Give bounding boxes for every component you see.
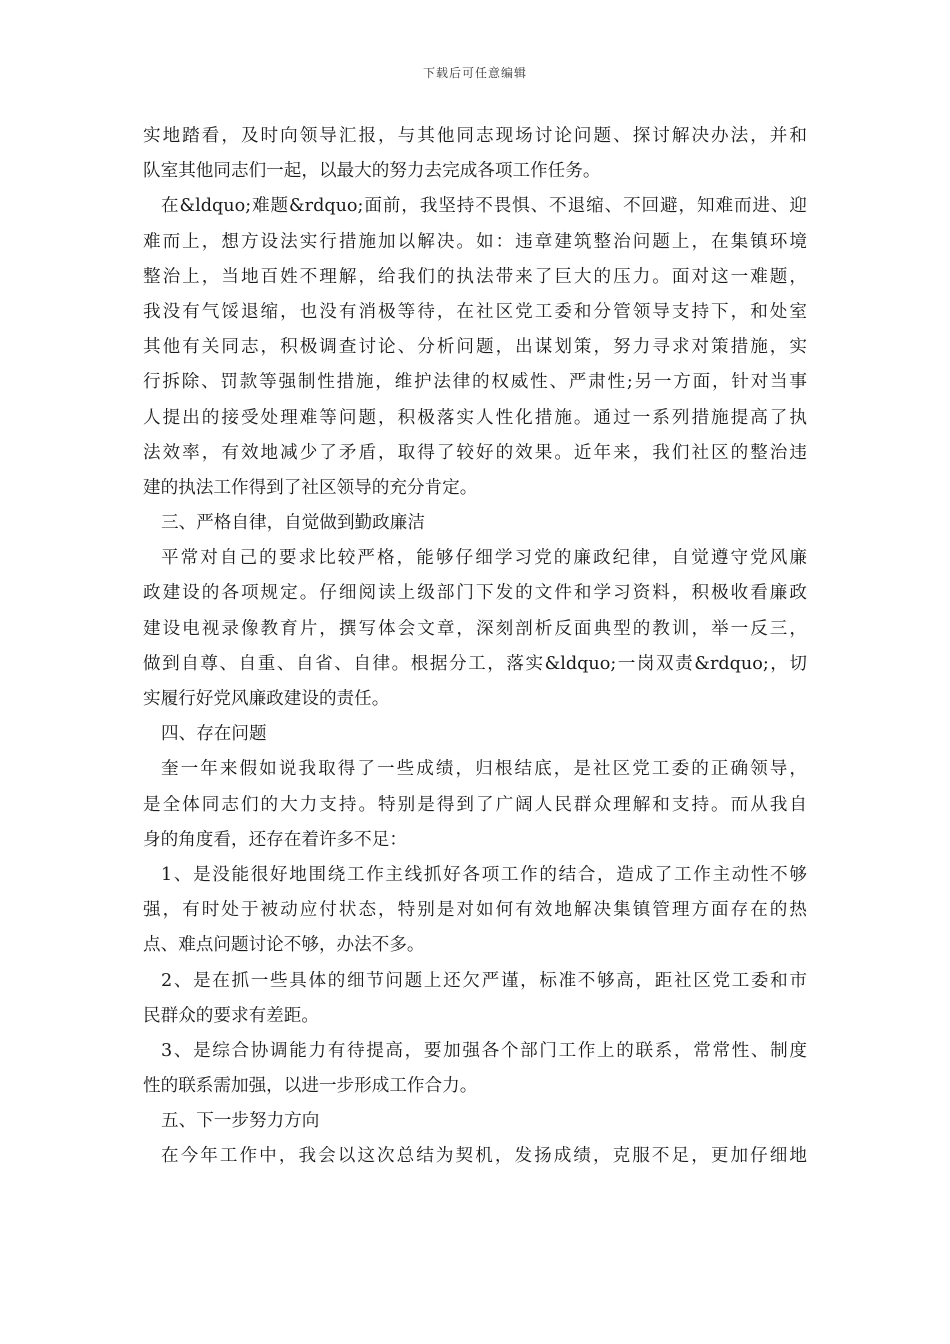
text-line: 人提出的接受处理难等问题，积极落实人性化措施。通过一系列措施提高了执: [143, 407, 807, 428]
text-line: 其他有关同志，积极调查讨论、分析问题，出谋划策，努力寻求对策措施，实: [143, 337, 807, 358]
page-header-note: 下载后可任意编辑: [422, 66, 527, 80]
text-line: 三、严格自律，自觉做到勤政廉洁: [161, 513, 425, 534]
text-line: 1、是没能很好地围绕工作主线抓好各项工作的结合，造成了工作主动性不够: [161, 864, 807, 885]
text-line: 点、难点问题讨论不够，办法不多。: [143, 935, 425, 956]
text-line: 民群众的要求有差距。: [143, 1005, 319, 1026]
text-line: 在今年工作中，我会以这次总结为契机，发扬成绩，克服不足，更加仔细地: [161, 1146, 807, 1167]
text-line: 实履行好党风廉政建设的责任。: [143, 689, 390, 709]
text-line: 是全体同志们的大力支持。特别是得到了广阔人民群众理解和支持。而从我自: [143, 794, 807, 815]
text-line: 性的联系需加强，以进一步形成工作合力。: [143, 1076, 478, 1097]
text-line: 行拆除、罚款等强制性措施，维护法律的权威性、严肃性;另一方面，针对当事: [143, 372, 807, 393]
text-line: 法效率，有效地减少了矛盾，取得了较好的效果。近年来，我们社区的整治违: [143, 442, 807, 463]
text-line: 实地踏看，及时向领导汇报，与其他同志现场讨论问题、探讨解决办法，并和: [143, 126, 807, 146]
text-line: 做到自尊、自重、自省、自律。根据分工，落实&ldquo;一岗双责&rdquo;，切: [143, 653, 807, 674]
text-line: 在&ldquo;难题&rdquo;面前，我坚持不畏惧、不退缩、不回避，知难而进、迎: [161, 196, 807, 217]
text-line: 五、下一步努力方向: [161, 1111, 320, 1132]
text-line: 建的执法工作得到了社区领导的充分肯定。: [143, 477, 478, 498]
text-line: 3、是综合协调能力有待提高，要加强各个部门工作上的联系，常常性、制度: [161, 1040, 807, 1061]
text-line: 政建设的各项规定。仔细阅读上级部门下发的文件和学习资料，积极收看廉政: [143, 583, 807, 604]
text-line: 奎一年来假如说我取得了一些成绩，归根结底，是社区党工委的正确领导，: [161, 759, 807, 780]
text-line: 强，有时处于被动应付状态，特别是对如何有效地解决集镇管理方面存在的热: [143, 900, 807, 921]
text-line: 队室其他同志们一起，以最大的努力去完成各项工作任务。: [143, 161, 601, 182]
text-line: 四、存在问题: [161, 724, 267, 745]
text-line: 建设电视录像教育片，撰写体会文章，深刻剖析反面典型的教训，举一反三，: [143, 618, 807, 639]
text-line: 身的角度看，还存在着许多不足：: [143, 829, 407, 850]
text-line: 我没有气馁退缩，也没有消极等待，在社区党工委和分管领导支持下，和处室: [143, 301, 807, 322]
document-body: [143, 119, 807, 1175]
text-line: 难而上，想方设法实行措施加以解决。如：违章建筑整治问题上，在集镇环境: [143, 231, 807, 252]
text-line: 平常对自己的要求比较严格，能够仔细学习党的廉政纪律，自觉遵守党风廉: [161, 548, 807, 569]
text-line: 2、是在抓一些具体的细节问题上还欠严谨，标准不够高，距社区党工委和市: [161, 970, 807, 991]
text-line: 整治上，当地百姓不理解，给我们的执法带来了巨大的压力。面对这一难题，: [143, 266, 807, 287]
